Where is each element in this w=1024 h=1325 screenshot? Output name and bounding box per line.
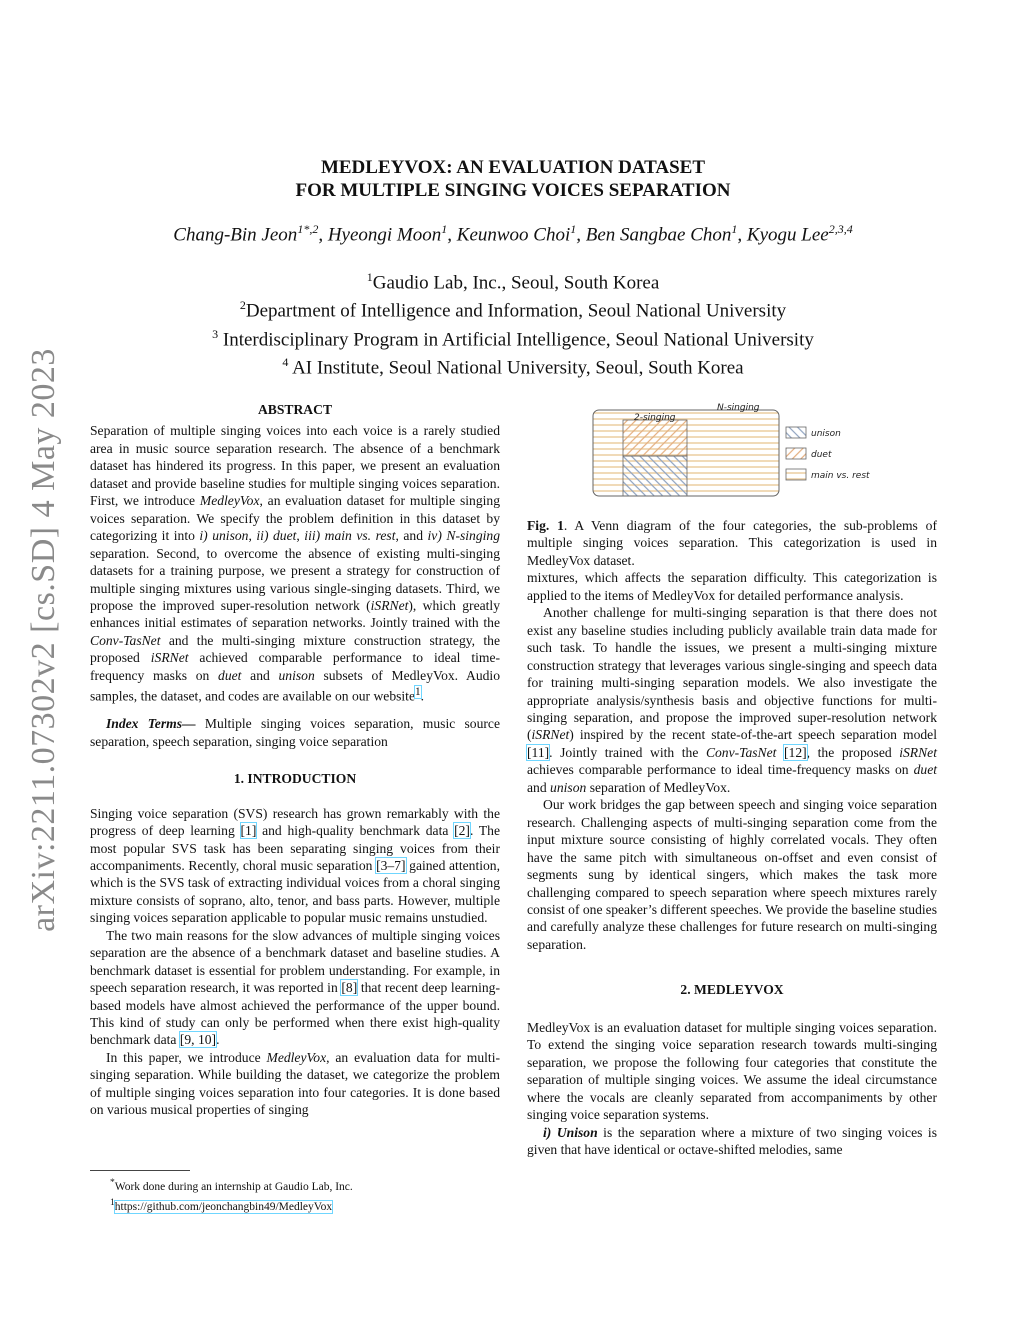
affiliation: $^3$ Interdisciplinary Program in Artificial Intelligence, Seoul National University (212, 326, 814, 350)
affiliation-list (90, 266, 936, 379)
footnote: $^1$https://github.com/jeonchangbin49/MedleyVox (110, 1196, 333, 1213)
duet-region (623, 420, 687, 456)
affiliation: $^2$Department of Intelligence and Information, Seoul National University (239, 298, 787, 322)
footnote-rule (90, 1170, 190, 1171)
abstract-heading: ABSTRACT (257, 402, 333, 417)
footnote-link[interactable]: 1 (415, 686, 421, 699)
citation-link[interactable]: [2] (454, 823, 470, 839)
body-paragraph: mixtures, which affects the separation difficulty. This categorization is applied to the items of MedleyVox for detailed performance analysis. (527, 570, 937, 603)
venn-figure (586, 398, 886, 498)
unison-region (623, 456, 687, 496)
duet-swatch (786, 448, 806, 459)
footnote: *Work done during an internship at Gaudio Lab, Inc. (110, 1177, 353, 1193)
citation-link[interactable]: [11] (527, 744, 550, 760)
citation-link[interactable]: [12] (784, 744, 807, 760)
abstract-body: Separation of multiple singing voices into each voice is a rarely studied area in music source separation research. The absence of a benchmark dataset has hindered its progress. In this paper, we present an evaluation dataset and provide baseline studies for multiple singing voices separation. First, we introduce MedleyVox, an evaluation dataset for multiple singing voices separation. We specify the problem definition in this dataset by categorizing it into i) unison, ii) duet, iii) main vs. rest, and iv) N-singing separation. Second, to overcome the absence of existing multi-singing datasets for a training purpose, we present a strategy for construction of multiple singing mixtures using various single-singing datasets. Third, we propose the improved super-resolution network (iSRNet), which greatly enhances initial estimates of separation networks. Jointly trained with the Conv-TasNet and the multi-singing mixture construction strategy, the proposed iSRNet achieved comparable performance to ideal time-frequency masks on duet and unison subsets of MedleyVox. Audio samples, the dataset, and codes are available on our website$^1$. (90, 423, 501, 704)
index-terms: Index Terms— Multiple singing voices separation, music source separation, speech separation, singing voice separation (90, 716, 500, 749)
author-list: Chang-Bin Jeon$^{1*,2}$, Hyeongi Moon$^1$, Keunwoo Choi$^1$, Ben Sangbae Chon$^1$, Kyogu Lee$^{2,3,4}$ (173, 222, 853, 246)
intro-paragraph: The two main reasons for the slow advances of multiple singing voices separation are the absence of a benchmark dataset and baseline studies. A benchmark dataset is essential for problem understanding. For example, in speech separation research, it was reported in [8] that recent deep learning-based models have almost achieved the performance of the upper bound. This kind of study can only be performed when there exist high-quality benchmark data [9, 10]. (90, 927, 500, 1048)
citation-link[interactable]: [1] (240, 823, 257, 839)
citation-link[interactable]: [8] (341, 980, 358, 996)
unison-legend-label: unison (811, 429, 841, 439)
main-vs-rest-legend-label: main vs. rest (811, 471, 870, 481)
two-singing-label: 2-singing (634, 413, 676, 423)
author-name: Ben Sangbae Chon (585, 224, 732, 246)
affiliation: $^4$ AI Institute, Seoul National University, Seoul, South Korea (282, 354, 744, 379)
introduction-heading: 1. INTRODUCTION (233, 771, 357, 787)
n-singing-label: N-singing (717, 403, 760, 413)
left-column (90, 401, 500, 1119)
citation-link[interactable]: [9, 10] (179, 1032, 217, 1048)
intro-paragraph: Singing voice separation (SVS) research has grown remarkably with the progress of deep learning [1] and high-quality benchmark data [2]. The most popular SVS task has been separating singing voices from their accompaniments. Recently, choral music separation [3–7] gained attention, which is the SVS task of extracting individual voices from a choral singing mixture consists of soprano, alto, tenor, and bass parts. However, multiple singing voices separation applicable to popular music remains unstudied. (90, 805, 500, 926)
duet-legend-label: duet (811, 450, 832, 460)
main-vs-rest-swatch (786, 469, 806, 480)
author-name: Chang-Bin Jeon (173, 224, 298, 246)
author-name: Keunwoo Choi (456, 224, 571, 246)
paper-title: MEDLEYVOX: AN EVALUATION DATASET FOR MULTIPLE SINGING VOICES SEPARATION (295, 157, 731, 201)
footnotes (90, 1170, 500, 1215)
author-name: Hyeongi Moon (327, 224, 442, 246)
intro-paragraph: In this paper, we introduce MedleyVox, an evaluation data for multi-singing separation. While building the dataset, we categorize the problem of multiple singing voices separation into four categories. It is done based on various musical properties of singing (90, 1049, 500, 1118)
medleyvox-heading: 2. MEDLEYVOX (680, 982, 784, 998)
affiliation: $^1$Gaudio Lab, Inc., Seoul, South Korea (366, 270, 660, 294)
author-name: Kyogu Lee (746, 224, 829, 246)
figure-caption: Fig. 1. A Venn diagram of the four categories, the sub-problems of multiple singing voices separation. This categorization is used in MedleyVox dataset. (527, 518, 937, 568)
body-paragraph: Our work bridges the gap between speech and singing voice separation research. Challenging aspects of multi-singing separation come from the input mixture source consisting of highly correlated vocals. They often have the same pitch with simultaneous on-offset and even consist of segments sung by identical singers, which makes the task more challenging compared to speech separation where speech mixtures rarely consist of one speaker’s different speeches. We provide the baseline studies and carefully analyze these challenges for future research on multi-singing separation. (527, 797, 937, 952)
body-paragraph: Another challenge for multi-singing separation is that there does not exist any baseline studies including publicly available train data made for such task. To handle the issues, we present a multi-singing mixture construction strategy that leverages various single-singing and speech data for training multi-singing separation models. We also investigate the appropriate analysis/synthesis basis and objective functions for multi-singing separation, and propose the improved super-resolution network (iSRNet) inspired by the recent state-of-the-art speech separation model [11]. Jointly trained with the Conv-TasNet [12], the proposed iSRNet achieves comparable performance to ideal time-frequency masks on duet and unison separation of MedleyVox. (527, 605, 937, 795)
body-paragraph: MedleyVox is an evaluation dataset for multiple singing voices separation. To extend the singing voice separation research towards multi-singing separation, we propose the following four categories that constitute the separation of multiple singing voices. We assume the ideal circumstance where the vocals are cleanly separated from accompaniments by other singing voice separation systems. (527, 1019, 937, 1123)
unison-swatch (786, 427, 806, 438)
body-paragraph: i) Unison is the separation where a mixture of two singing voices is given that have identical or octave-shifted melodies, same (527, 1124, 937, 1157)
github-link[interactable]: https://github.com/jeonchangbin49/MedleyVox (114, 1200, 333, 1213)
right-column (527, 517, 937, 1158)
citation-link[interactable]: [3–7] (376, 857, 406, 873)
